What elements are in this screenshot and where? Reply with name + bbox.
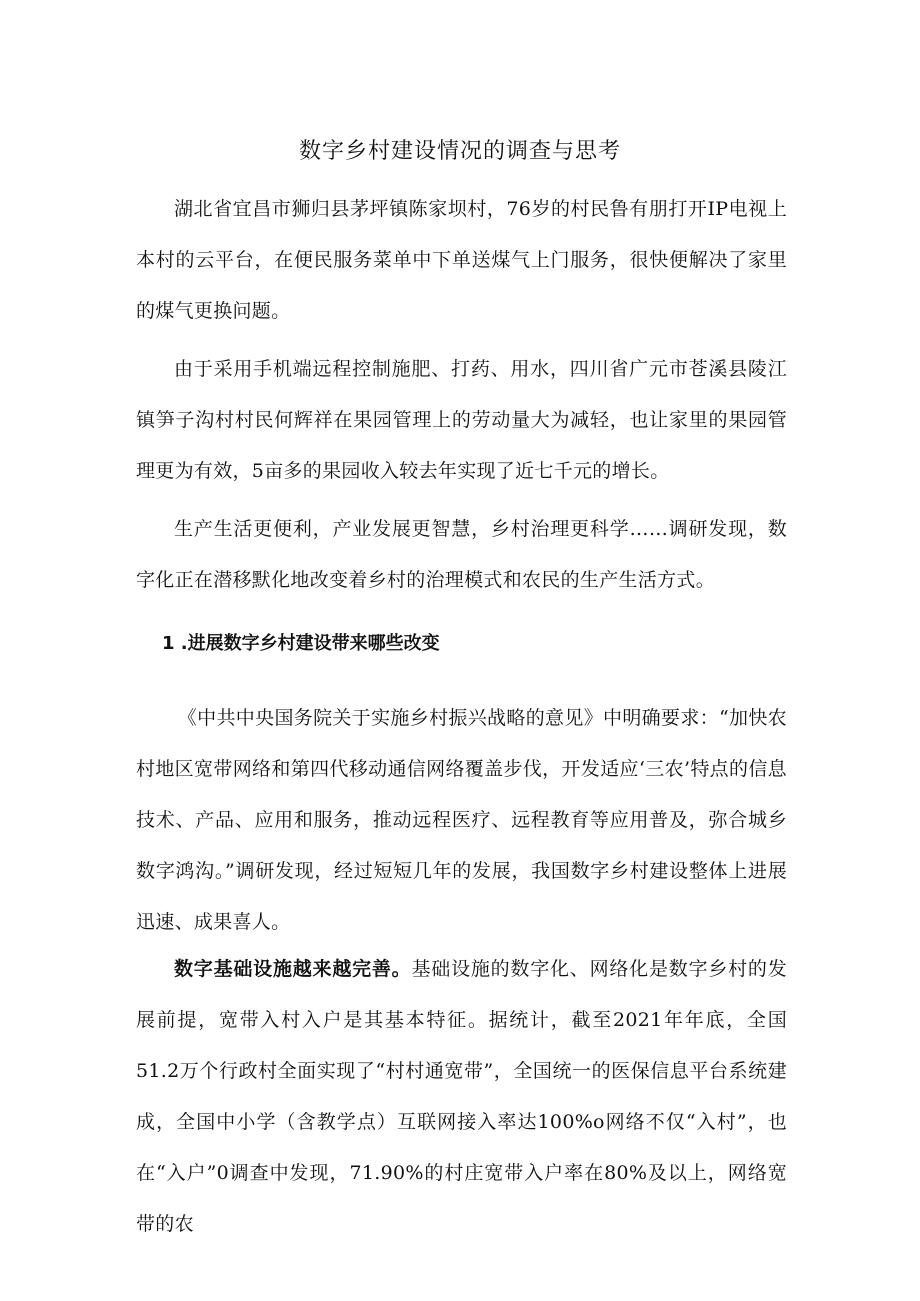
document-title: 数字乡村建设情况的调查与思考 [298, 139, 621, 164]
paragraph-3: 生产生活更便利，产业发展更智慧，乡村治理更科学……调研发现，数字化正在潜移默化地改变着乡村的治理模式和农民的生产生活方式。 [136, 518, 787, 591]
paragraph-5-body: 基础设施的数字化、网络化是数字乡村的发展前提，宽带入村入户是其基本特征。据统计，截至2021年年底，全国51.2万个行政村全面实现了“村村通宽带”，全国统一的医保信息平台系统建成，全国中小学（含教学点）互联网接入率达100%o网络不仅“入村”，也在“入户”0调查中发现，71.90%的村庄宽带入户率在80%及以上，网络宽带的农 [136, 958, 787, 1235]
section-heading: 1 .进展数字乡村建设带来哪些改变 [162, 633, 440, 654]
paragraph-4: 《中共中央国务院关于实施乡村振兴战略的意见》中明确要求：“加快农村地区宽带网络和第四代移动通信网络覆盖步伐，开发适应‘三农’特点的信息技术、产品、应用和服务，推动远程医疗、远程教育等应用普及，弥合城乡数字鸿沟。”调研发现，经过短短几年的发展，我国数字乡村建设整体上进展迅速、成果喜人。 [136, 707, 787, 933]
paragraph-5-lead: 数字基础设施越来越完善。 [174, 958, 412, 980]
paragraph-2: 由于采用手机端远程控制施肥、打药、用水，四川省广元市苍溪县陵江镇笋子沟村村民何辉祥在果园管理上的劳动量大为减轻，也让家里的果园管理更为有效，5亩多的果园收入较去年实现了近七千元的增长。 [136, 358, 787, 482]
paragraph-1: 湖北省宜昌市狮归县茅坪镇陈家坝村，76岁的村民鲁有朋打开IP电视上本村的云平台，在便民服务菜单中下单送煤气上门服务，很快便解决了家里的煤气更换问题。 [136, 198, 787, 322]
paragraph-5 [136, 944, 787, 1250]
